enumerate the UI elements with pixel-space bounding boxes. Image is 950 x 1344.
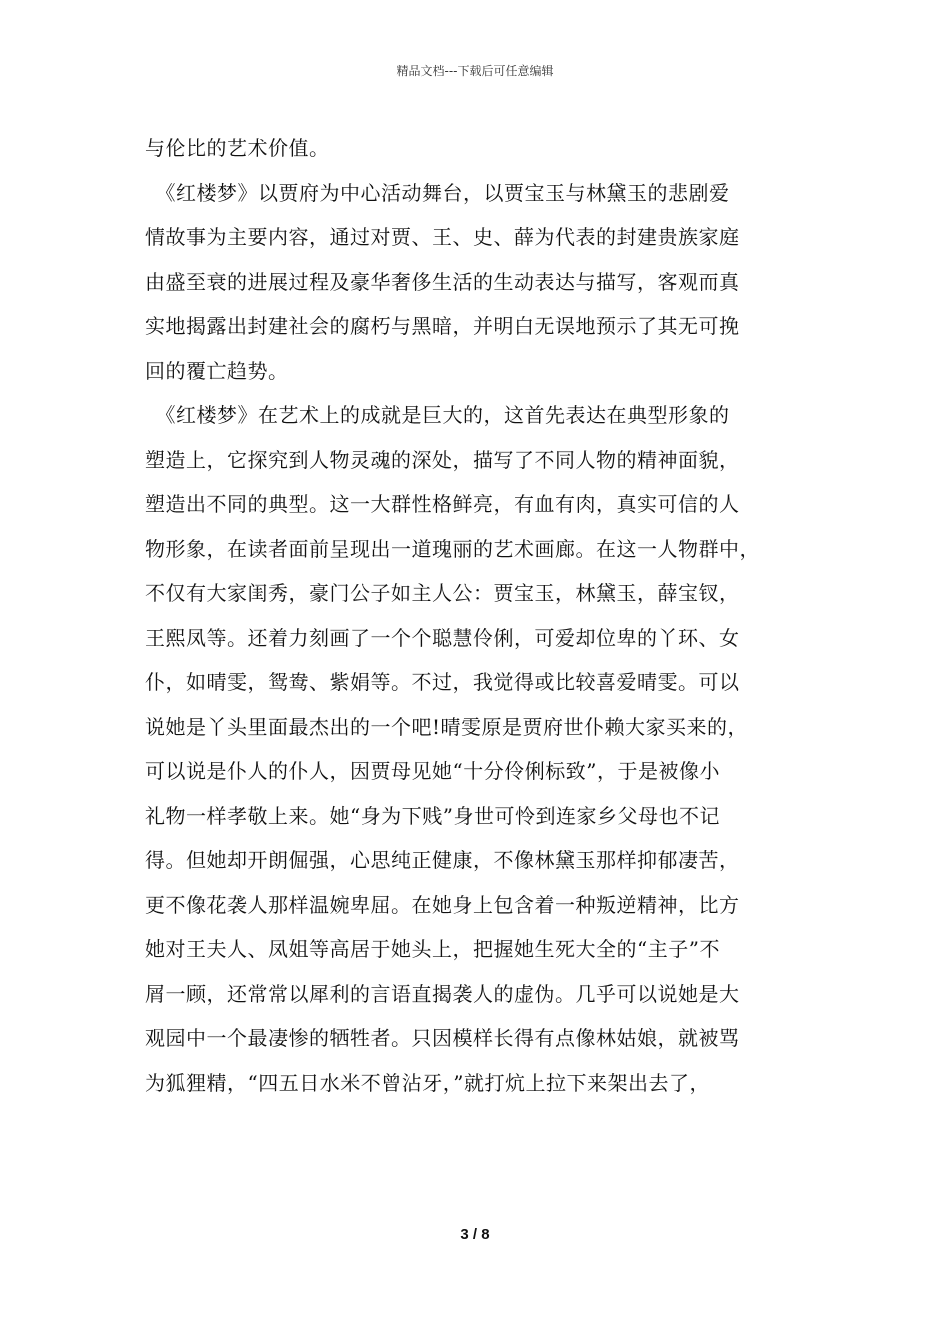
text-line: 塑造出不同的典型。这一大群性格鲜亮，有血有肉，真实可信的人 — [145, 492, 740, 516]
text-line: 屑一顾，还常常以犀利的言语直揭袭人的虚伪。几乎可以说她是大 — [145, 981, 740, 1006]
text-line: 为狐狸精，“四五日水米不曾沾牙，”就打炕上拉下来架出去了， — [145, 1070, 710, 1095]
text-line: 更不像花袭人那样温婉卑屈。在她身上包含着一种叛逆精神，比方 — [145, 892, 740, 917]
page-header: 精品文档---下载后可任意编辑 — [396, 64, 554, 78]
text-line: 与伦比的艺术价值。 — [145, 136, 330, 160]
text-line: 得。但她却开朗倔强，心思纯正健康，不像林黛玉那样抑郁凄苦， — [145, 848, 740, 872]
text-line: 塑造上，它探究到人物灵魂的深处，描写了不同人物的精神面貌， — [145, 447, 740, 472]
text-line: 可以说是仆人的仆人，因贾母见她“十分伶俐标致”，于是被像小 — [145, 759, 720, 783]
text-line: 由盛至衰的进展过程及豪华奢侈生活的生动表达与描写，客观而真 — [145, 269, 740, 294]
text-line: 不仅有大家闺秀，豪门公子如主人公：贾宝玉，林黛玉，薛宝钗， — [145, 581, 740, 605]
text-line: 说她是丫头里面最杰出的一个吧!晴雯原是贾府世仆赖大家买来的， — [145, 714, 749, 739]
text-line: 实地揭露出封建社会的腐朽与黑暗，并明白无误地预示了其无可挽 — [145, 314, 740, 338]
text-line: 情故事为主要内容，通过对贾、王、史、薛为代表的封建贵族家庭 — [145, 225, 740, 249]
body-text — [145, 126, 825, 1105]
text-line: 《红楼梦》以贾府为中心活动舞台，以贾宝玉与林黛玉的悲剧爱 — [145, 180, 730, 205]
text-line: 物形象，在读者面前呈现出一道瑰丽的艺术画廊。在这一人物群中， — [145, 536, 760, 561]
text-line: 《红楼梦》在艺术上的成就是巨大的，这首先表达在典型形象的 — [145, 403, 730, 427]
text-line: 她对王夫人、凤姐等高居于她头上，把握她生死大全的“主子”不 — [145, 937, 720, 961]
text-line: 仆，如晴雯，鸳鸯、紫娟等。不过，我觉得或比较喜爱晴雯。可以 — [145, 670, 740, 694]
text-line: 观园中一个最凄惨的牺牲者。只因模样长得有点像林姑娘，就被骂 — [145, 1026, 740, 1050]
text-line: 礼物一样孝敬上来。她“身为下贱”身世可怜到连家乡父母也不记 — [145, 803, 720, 828]
text-line: 王熙凤等。还着力刻画了一个个聪慧伶俐，可爱却位卑的丫环、女 — [145, 625, 740, 650]
text-line: 回的覆亡趋势。 — [145, 358, 289, 383]
page-number: 3 / 8 — [460, 1226, 490, 1243]
